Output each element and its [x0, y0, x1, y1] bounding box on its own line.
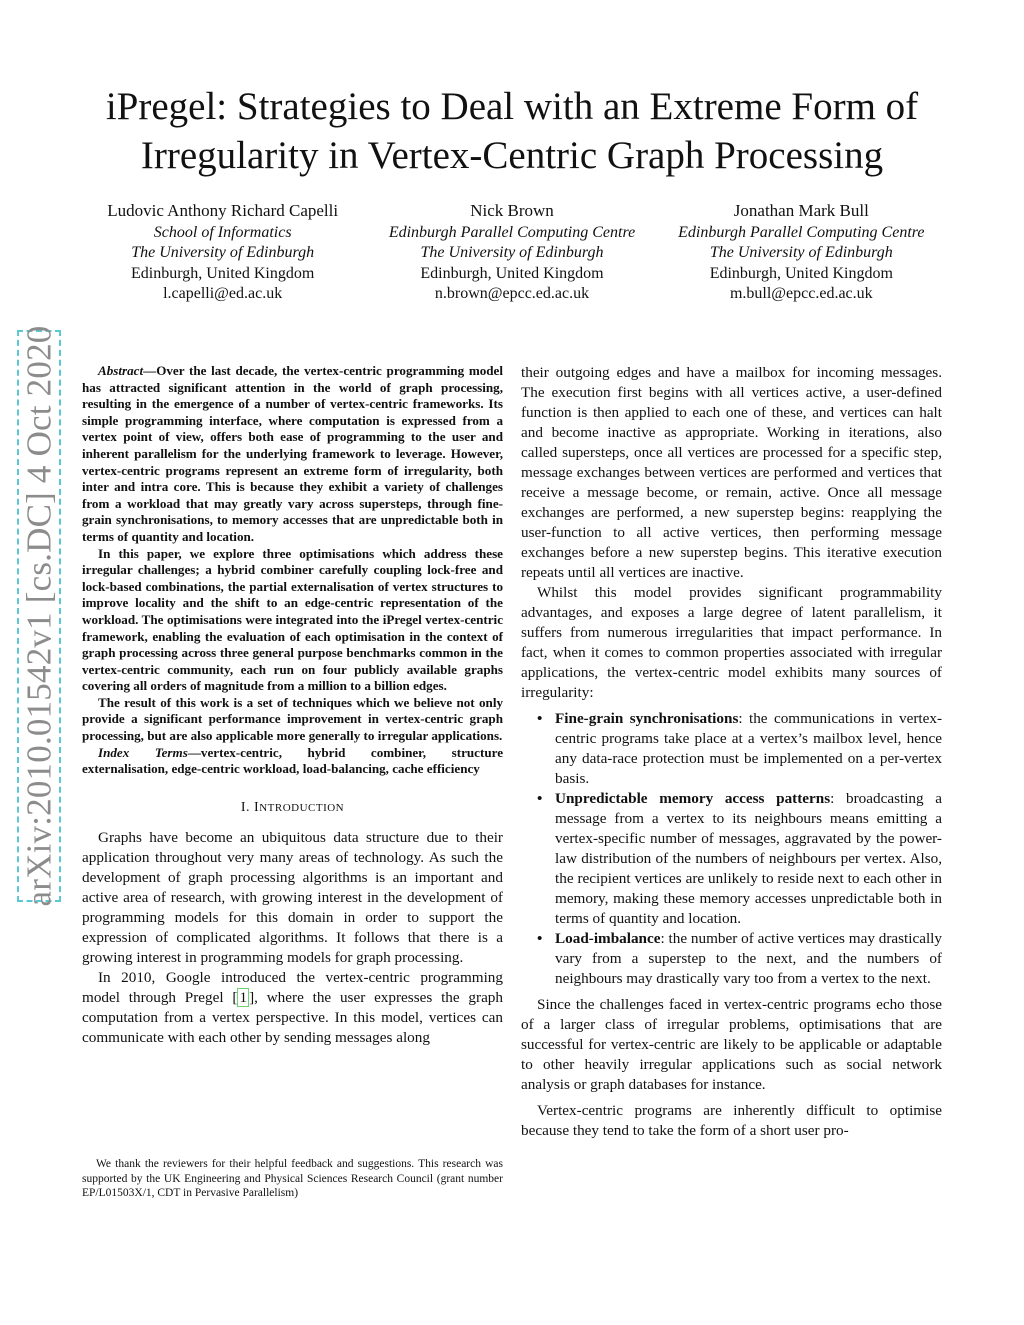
arxiv-stamp-link[interactable]: [17, 325, 61, 907]
author-location: Edinburgh, United Kingdom: [131, 264, 315, 282]
author-location: Edinburgh, United Kingdom: [420, 264, 604, 282]
author-affiliation: Edinburgh Parallel Computing Centre: [388, 223, 636, 241]
abstract-paragraph-1: [82, 363, 503, 546]
list-item-text: : the number of active vertices may drastically vary from a superstep to the next, and the numbers of neighbours may drastically vary too from a vertex to the next.: [555, 930, 942, 987]
right-paragraph-3: Since the challenges faced in vertex-centric programs echo those of a larger class of irregular problems, optimisations that are successful for vertex-centric are likely to be applicable or adaptable to other heavily irregular applications such as social network analysis or graph databases for instance.: [521, 996, 942, 1093]
author-institution: The University of Edinburgh: [131, 244, 315, 262]
author-2: [367, 201, 656, 305]
intro-paragraph-1: Graphs have become an ubiquitous data structure due to their application throughout very many areas of technology. As such the development of graph processing algorithms is an important and active area of research, with growing interest in the development of programming models for this domain in order to support the expression of complicated algorithms. It follows that there is a growing interest in programming models for graph processing.: [82, 828, 503, 966]
footnote: We thank the reviewers for their helpful feedback and suggestions. This research was supported by the UK Engineering and Physical Sciences Research Council (grant number EP/L01503X/1, CDT in Pervasive Parallelism): [82, 1158, 503, 1199]
index-terms-text: —vertex-centric, hybrid combiner, structure externalisation, edge-centric workload, load-balancing, cache efficiency: [82, 744, 504, 777]
author-name: Nick Brown: [470, 201, 554, 220]
intro-text-b: , where the user expresses the graph computation from a vertex perspective. In this model, vertices can communicate with each other by sending messages along: [82, 988, 503, 1046]
author-institution: The University of Edinburgh: [709, 244, 893, 262]
list-item-bold: Fine-grain synchronisations: [555, 710, 739, 727]
abstract: [82, 363, 503, 778]
author-email: l.capelli@ed.ac.uk: [163, 285, 283, 303]
author-location: Edinburgh, United Kingdom: [709, 264, 893, 282]
list-item: [537, 929, 942, 989]
left-column: [82, 363, 503, 1048]
right-column: [521, 363, 942, 1141]
intro-paragraph-2: In 2010, Google introduced the vertex-centric programming model through Pregel [ 1 ], where the user expresses the graph computation from a vertex perspective. In this model, vertices can communicate with each other by sending messages along: [82, 968, 503, 1046]
bullet-icon: •: [537, 790, 543, 807]
author-email: n.brown@epcc.ed.ac.uk: [434, 285, 590, 303]
list-item-bold: Unpredictable memory access patterns: [555, 790, 831, 807]
section-number: I. I: [240, 799, 260, 815]
intro-text-a: In 2010, Google introduced the vertex-centric programming model through Pregel: [82, 968, 503, 1006]
bullet-icon: •: [537, 930, 543, 947]
author-3: [657, 201, 946, 305]
right-paragraph-4: Vertex-centric programs are inherently difficult to optimise because they tend to take the form of a short user pro-: [521, 1102, 942, 1139]
abstract-label: Abstract: [98, 363, 144, 378]
citation-link[interactable]: 1: [239, 988, 248, 1006]
abstract-text-1: —Over the last decade, the vertex-centric programming model has attracted significant attention in the world of graph processing, resulting in the emergence of a number of vertex-centric frameworks. Its simple programming interface, where computation is expressed from a vertex point of view, offers both ease of programming to the user and inherent parallelism for the underlying framework to leverage. However, vertex-centric programs represent an extreme form of irregularity, both inter and intra core. This is because they exhibit a variety of challenges from a workload that may greatly vary across supersteps, through fine-grain synchronisations, to memory accesses that are unpredictable both in terms of quantity and location.: [82, 363, 503, 544]
irregularity-list: [521, 709, 942, 989]
right-paragraph-2: Whilst this model provides significant programmability advantages, and exposes a large degree of latent parallelism, it suffers from numerous irregularities that impact performance. In fact, when it comes to common properties associated with irregular applications, the vertex-centric model exhibits many sources of irregularity:: [521, 584, 942, 701]
index-terms-label: Index Terms: [98, 744, 188, 760]
list-item-text: : broadcasting a message from a vertex to its neighbours means emitting a vertex-specific number of messages, aggravated by the power-law distribution of the numbers of neighbours per vertex. Also, the recipient vertices are unlikely to reside next to each other in memory, making these memory accesses unpredictable both in terms of quantity and location.: [555, 790, 943, 927]
list-item: [537, 789, 943, 929]
abstract-paragraph-3: The result of this work is a set of techniques which we believe not only provide a significant performance improvement in vertex-centric graph processing, but are also applicable more generally to irregular applications.: [82, 694, 503, 744]
title-line-2: Irregularity in Vertex-Centric Graph Processing: [140, 134, 884, 177]
abstract-paragraph-2: In this paper, we explore three optimisations which address these irregular challenges; a hybrid combiner carefully coupling lock-free and lock-based combinations, the partial externalisation of vertex structures to improve locality and the shift to an edge-centric representation of the workload. The optimisations were integrated into the iPregel vertex-centric framework, enabling the evaluation of each optimisation in the context of graph processing across three general purpose benchmarks common in the vertex-centric community, each run on four publicly available graphs covering all orders of magnitude from a million to a billion edges.: [82, 545, 503, 694]
list-item: [537, 709, 943, 789]
author-name: Ludovic Anthony Richard Capelli: [107, 201, 339, 220]
right-paragraph-1: their outgoing edges and have a mailbox for incoming messages. The execution first begins with all vertices active, a user-defined function is then applied to each one of these, and vertices can halt and become inactive as appropriate. Working in iterations, also called supersteps, once all vertices are processed for a specific step, message exchanges between vertices are performed and vertices that receive a message become, or remain, active. Once all message exchanges are performed, a new superstep begins: reapplying the user-function to all active vertices, then performing message exchanges before a new superstep begins. This iterative execution repeats until all vertices are inactive.: [521, 364, 942, 581]
index-terms: [82, 745, 503, 778]
author-affiliation: Edinburgh Parallel Computing Centre: [678, 223, 925, 241]
list-item-bold: Load-imbalance: [555, 930, 661, 947]
paper-title: [60, 82, 964, 180]
author-1: [78, 201, 367, 305]
bullet-icon: •: [537, 710, 543, 727]
section-heading-introduction: [82, 798, 503, 818]
author-name: Jonathan Mark Bull: [733, 201, 869, 220]
author-affiliation: School of Informatics: [153, 223, 292, 241]
author-institution: The University of Edinburgh: [420, 244, 604, 262]
arxiv-identifier: arXiv:2010.01542v1 [cs.DC] 4 Oct 2020: [19, 325, 58, 907]
author-email: m.bull@epcc.ed.ac.uk: [729, 285, 873, 303]
title-line-1: iPregel: Strategies to Deal with an Extreme Form of: [105, 85, 919, 128]
section-title: NTRODUCTION: [259, 801, 345, 814]
list-item-text: : the communications in vertex-centric programs take place at a vertex’s mailbox level, hence any data-race protection must be implemented on a per-vertex basis.: [555, 710, 943, 787]
author-block: [78, 201, 946, 305]
